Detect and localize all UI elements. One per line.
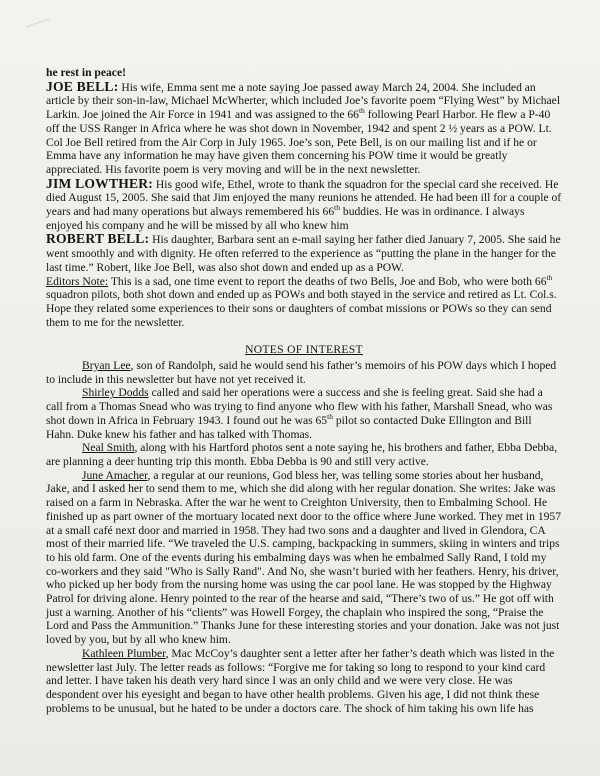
obituary-joe-bell: JOE BELL: His wife, Emma sent me a note saying Joe passed away March 24, 2004. She included an article by their son-in-law, Michael McWherter, which included Joe’s favorite poem “Flying West” by Michael Larkin. Joe joined the Air Force in 1941 and was assigned to the 66th following Pearl Harbor. He flew a P-40 off the USS Ranger in Africa where he was shot down in November, 1942 and spent 2 ½ years as a POW. Lt. Col Joe Bell retired from the Air Corp in July 1965. Joe’s son, Pete Bell, is on our mailing list and if he or Emma have any information he may have given them concerning his POW time it would be greatly appreciated. His favorite poem is very moving and will be in the next newsletter.	[46, 78, 561, 176]
note-kathleen-plumber: Kathleen Plumber, Mac McCoy’s daughter sent a letter after her father’s death which was listed in the newsletter last July. The letter reads as follows: “Forgive me for taking so long to respond to your kind card and letter. I have taken his death very hard since I was an only child and we were very close. He was despondent over his eyesight and began to have other health problems. Given his age, I did not think these problems to be unusual, but he hated to be under a doctors care. The shock of him taking his own life has	[46, 646, 555, 715]
note-name: June Amacher	[82, 468, 148, 482]
scan-mark	[26, 19, 53, 41]
note-name: Kathleen Plumber	[82, 646, 166, 660]
obituary-robert-bell: ROBERT BELL: His daughter, Barbara sent an e-mail saying her father died January 7, 2005. She said he went smoothly and with dignity. He often referred to the experience as “putting the plane in the hanger for the last time.” Robert, like Joe Bell, was also shot down and ended up as a POW.	[46, 231, 561, 274]
obituary-name: JOE BELL:	[46, 78, 119, 94]
notes-of-interest-heading: NOTES OF INTEREST	[245, 343, 363, 357]
note-name: Bryan Lee	[82, 359, 131, 373]
note-june-amacher: June Amacher, a regular at our reunions, God bless her, was telling some stories about her husband, Jake, and I asked her to send them to me, which she did along with her regular donation. She writes: Jake was raised on a farm in Nebraska. After the war he went to Creighton University, then to Embalming School. He finished up as part owner of the mortuary located next door to the office where June worked. They met in 1957 at a small café next door and married in 1958. They had two sons and a daughter and lived in Glendora, CA most of their married life. “We traveled the U.S. camping, backpacking in summers, skiing in winters and trips to his old farm. One of the events during his embalming days was when he embalmed Sally Rand, I told my co-workers and they said "Who is Sally Rand". And No, she wasn’t buried with her feathers. Henry, his driver, who picked up her body from the nursing home was using the car pool lane. He was stopped by the Highway Patrol for driving alone. Henry pointed to the rear of the hearse and said, “There’s two of us.” He got off with just a warning. Another of his “clients” was Howell Forgey, the chaplain who inspired the song, “Praise the Lord and Pass the Ammunition.” Thanks June for these interesting stories and your donation. Jake was not just loved by you, but by all who knew him.	[46, 468, 562, 647]
obituary-jim-lowther: JIM LOWTHER: His good wife, Ethel, wrote to thank the squadron for the special card she received. He died August 15, 2005. She said that Jim enjoyed the many reunions he attended. He had been ill for a couple of years and had many operations but always remembered his 66th buddies. He was in ordinance. I always enjoyed his company and he will be missed by all who knew him	[46, 175, 562, 232]
note-bryan-lee: Bryan Lee, son of Randolph, said he would send his father’s memoirs of his POW days which I hoped to include in this newsletter but have not yet received it.	[46, 359, 557, 386]
editors-note-label: Editors Note:	[46, 274, 109, 288]
newsletter-body	[46, 66, 562, 715]
note-neal-smith: Neal Smith, along with his Hartford photos sent a note saying he, his brothers and father, Ebba Debba, are planning a deer hunting trip this month. Ebba Debba is 90 and still very active.	[46, 441, 558, 468]
editors-note: Editors Note: This is a sad, one time event to report the deaths of two Bells, Joe and Bob, who were both 66th squadron pilots, both shot down and ended up as POWs and both stayed in the service and retired as Lt. Col.s. Hope they related some experiences to their sons or daughters of combat missions or POWs so they can send them to me for the newsletter.	[46, 272, 557, 329]
obituary-name: JIM LOWTHER:	[46, 175, 154, 191]
note-shirley-dodds: Shirley Dodds called and said her operations were a success and she is feeling great. Said she had a call from a Thomas Snead who was trying to find anyone who flew with his father, Marshall Snead, who was shot down in Africa in February 1943. I found out he was 65th pilot so contacted Duke Ellington and Bill Hahn. Duke knew his father and has talked with Thomas.	[46, 386, 553, 441]
closing-line: he rest in peace!	[46, 66, 126, 79]
note-name: Shirley Dodds	[82, 386, 149, 400]
note-name: Neal Smith	[82, 441, 135, 455]
obituary-name: ROBERT BELL:	[46, 231, 150, 247]
